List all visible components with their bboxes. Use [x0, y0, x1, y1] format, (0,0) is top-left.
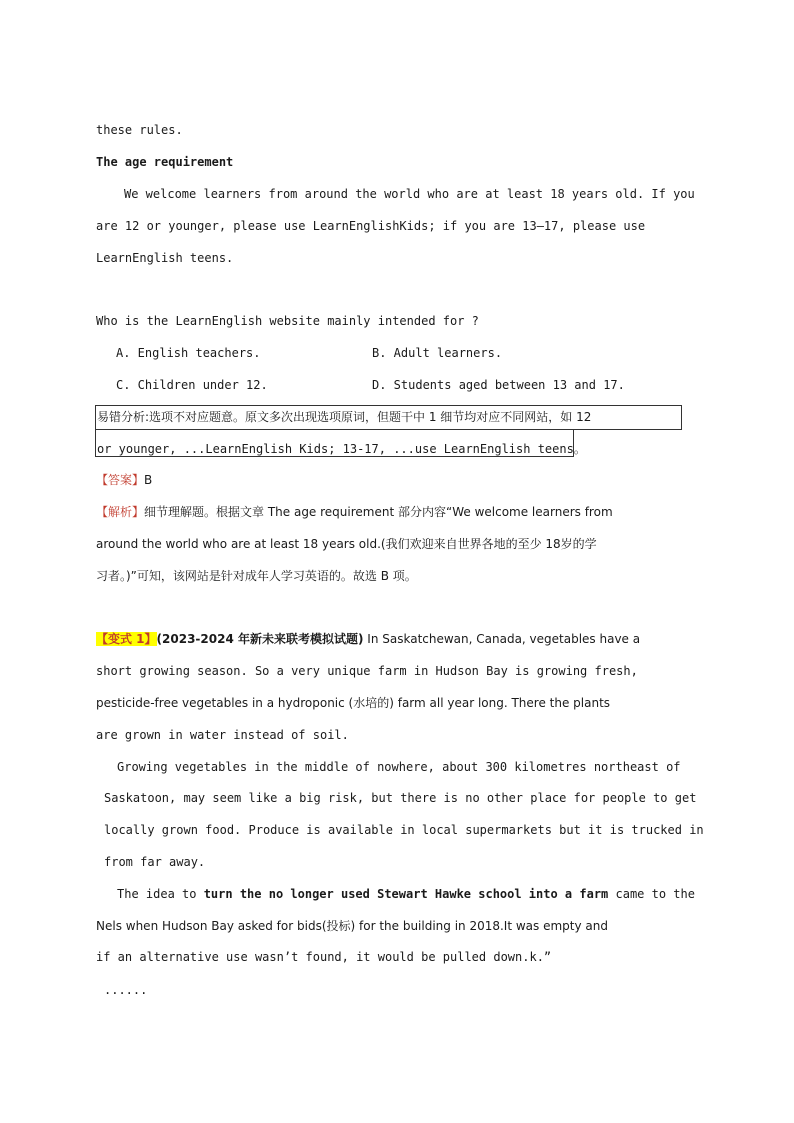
variant-text-line: if an alternative use wasn’t found, it would be pulled down.k.” [96, 950, 552, 964]
passage-text-line: these rules. [96, 123, 183, 137]
error-analysis-line: or younger, ...LearnEnglish Kids; 13-17, ...use LearnEnglish teens。 [97, 442, 586, 456]
bold-phrase: turn the no longer used Stewart Hawke school into a farm [203, 887, 609, 901]
option-c: C. Children under 12. [116, 378, 268, 392]
variant-text-line: short growing season. So a very unique farm in Hudson Bay is growing fresh, [96, 664, 638, 678]
explanation-line: 习者。)”可知，该网站是针对成年人学习英语的。故选 B 项。 [96, 569, 417, 583]
passage-text-line: We welcome learners from around the world who are at least 18 years old. If you [124, 187, 695, 201]
option-d: D. Students aged between 13 and 17. [372, 378, 625, 392]
option-a: A. English teachers. [116, 346, 261, 360]
variant-text-line: from far away. [104, 855, 206, 869]
variant-text-line: The idea to turn the no longer used Stewart Hawke school into a farm came to the [117, 887, 695, 901]
variant-label: 【变式 1】 [96, 632, 157, 646]
variant-text-line: are grown in water instead of soil. [96, 728, 349, 742]
variant-text-line: Nels when Hudson Bay asked for bids(投标) for the building in 2018.It was empty and [96, 919, 608, 933]
variant-text-line: Saskatoon, may seem like a big risk, but there is no other place for people to get [104, 791, 697, 805]
section-heading: The age requirement [96, 155, 234, 169]
passage-text-line: are 12 or younger, please use LearnEnglishKids; if you are 13—17, please use [96, 219, 646, 233]
variant-source: (2023-2024 年新未来联考模拟试题) [156, 632, 364, 646]
error-analysis-line: 易错分析:选项不对应题意。原文多次出现选项原词，但题干中 1 细节均对应不同网站，如 12 [97, 410, 592, 424]
explanation-line: around the world who are at least 18 years old.(我们欢迎来自世界各地的至少 18岁的学 [96, 537, 597, 551]
variant-text-line: locally grown food. Produce is available in local supermarkets but it is trucked in [104, 823, 704, 837]
answer-value: B [144, 473, 153, 487]
option-b: B. Adult learners. [372, 346, 503, 360]
variant-text-line: Growing vegetables in the middle of nowhere, about 300 kilometres northeast of [117, 760, 681, 774]
question-stem: Who is the LearnEnglish website mainly intended for ? [96, 314, 479, 328]
explanation-label: 【解析】 [96, 505, 145, 519]
answer-label: 【答案】 [96, 473, 145, 487]
variant-text-line: pesticide-free vegetables in a hydroponic (水培的) farm all year long. There the plants [96, 696, 611, 710]
explanation-line: 【解析】细节理解题。根据文章 The age requirement 部分内容“We welcome learners from [96, 505, 613, 519]
passage-text-line: LearnEnglish teens. [96, 251, 234, 265]
answer-row [96, 472, 152, 488]
variant-title-line: 【变式 1】(2023-2024 年新未来联考模拟试题) In Saskatchewan, Canada, vegetables have a [96, 632, 641, 646]
ellipsis: ...... [104, 983, 148, 997]
